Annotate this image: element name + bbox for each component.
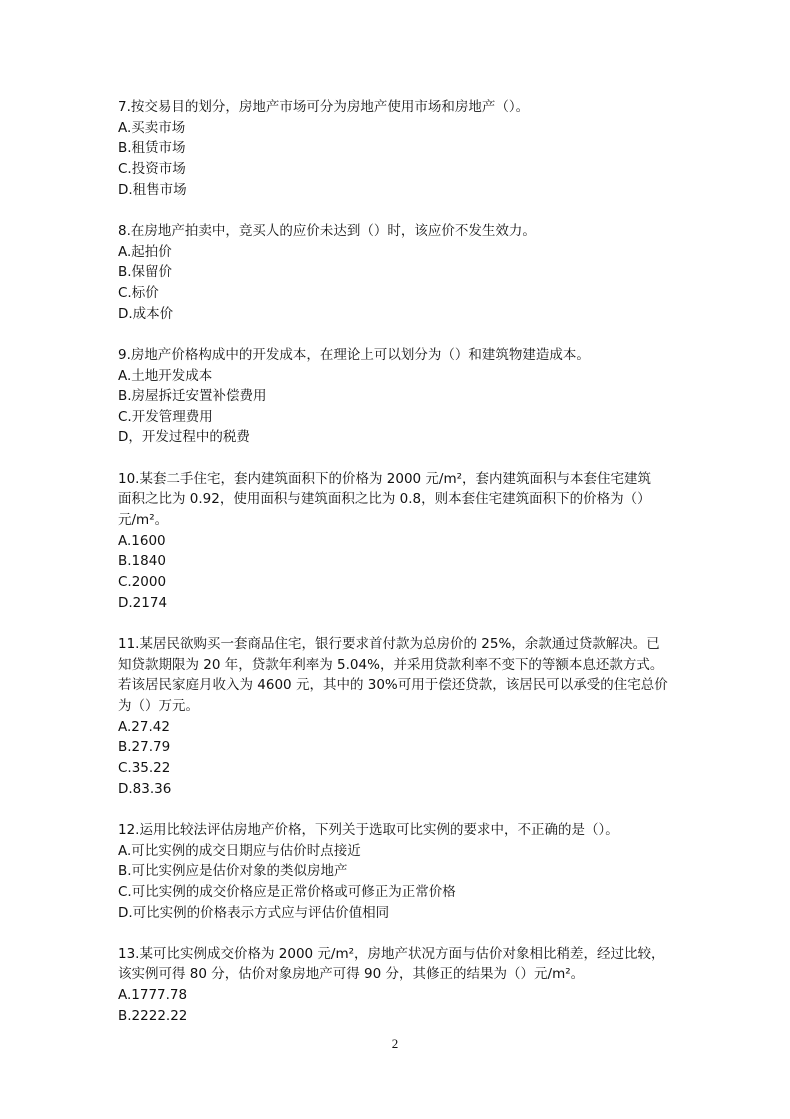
answer-option: A.买卖市场 [118, 119, 186, 136]
answer-option: B.可比实例应是估价对象的类似房地产 [118, 863, 348, 880]
question-stem-line: 知贷款期限为 20 年，贷款年利率为 5.04%，并采用贷款利率不变下的等额本息还款方式。 [118, 656, 664, 673]
answer-option: A.1777.78 [118, 987, 188, 1004]
question-12 [118, 820, 698, 923]
answer-option: B.房屋拆迁安置补偿费用 [118, 388, 267, 405]
question-stem-line: 8.在房地产拍卖中，竞买人的应价未达到（）时，该应价不发生效力。 [118, 222, 536, 239]
answer-option: C.开发管理费用 [118, 408, 213, 425]
question-stem-line: 为（）万元。 [118, 697, 199, 714]
question-stem-line: 面积之比为 0.92，使用面积与建筑面积之比为 0.8，则本套住宅建筑面积下的价格为（） [118, 491, 651, 508]
answer-option: B.租赁市场 [118, 140, 186, 157]
question-stem-line: 若该居民家庭月收入为 4600 元，其中的 30%可用于偿还贷款，该居民可以承受的住宅总价 [118, 677, 668, 694]
answer-option: D.2174 [118, 594, 168, 611]
answer-option: B.保留价 [118, 264, 173, 281]
page-number: 2 [391, 1036, 399, 1051]
answer-option: C.35.22 [118, 759, 171, 776]
question-stem-line: 9.房地产价格构成中的开发成本，在理论上可以划分为（）和建筑物建造成本。 [118, 346, 590, 363]
answer-option: C.可比实例的成交价格应是正常价格或可修正为正常价格 [118, 883, 456, 900]
question-10 [118, 469, 698, 614]
question-stem-line: 该实例可得 80 分，估价对象房地产可得 90 分，其修正的结果为（）元/m²。 [118, 966, 585, 983]
answer-option: B.1840 [118, 553, 166, 570]
question-9 [118, 345, 698, 448]
answer-option: D.租售市场 [118, 181, 187, 198]
document-body [118, 97, 698, 1047]
answer-option: D，开发过程中的税费 [118, 429, 250, 446]
answer-option: A.土地开发成本 [118, 367, 213, 384]
answer-option: C.2000 [118, 574, 167, 591]
answer-option: D.83.36 [118, 780, 172, 797]
answer-option: C.投资市场 [118, 160, 186, 177]
question-stem-line: 7.按交易目的划分，房地产市场可分为房地产使用市场和房地产（）。 [118, 99, 530, 115]
question-stem-line: 元/m²。 [118, 512, 169, 529]
answer-option: C.标价 [118, 284, 159, 301]
question-stem-line: 12.运用比较法评估房地产价格，下列关于选取可比实例的要求中，不正确的是（）。 [118, 821, 619, 838]
answer-option: D.可比实例的价格表示方式应与评估价值相同 [118, 904, 390, 921]
answer-option: A.可比实例的成交日期应与估价时点接近 [118, 842, 361, 859]
question-8 [118, 221, 698, 324]
question-7 [118, 97, 698, 200]
question-13 [118, 944, 698, 1027]
answer-option: B.2222.22 [118, 1007, 188, 1024]
question-11 [118, 634, 698, 799]
answer-option: D.成本价 [118, 305, 174, 322]
question-stem-line: 11.某居民欲购买一套商品住宅，银行要求首付款为总房价的 25%，余款通过贷款解决。已 [118, 636, 660, 652]
question-stem-line: 13.某可比实例成交价格为 2000 元/m²，房地产状况方面与估价对象相比稍差，经过比较， [118, 945, 665, 962]
answer-option: B.27.79 [118, 739, 171, 756]
answer-option: A.1600 [118, 532, 166, 549]
question-stem-line: 10.某套二手住宅，套内建筑面积下的价格为 2000 元/m²，套内建筑面积与本套住宅建筑 [118, 470, 652, 487]
answer-option: A.起拍价 [118, 243, 172, 260]
answer-option: A.27.42 [118, 718, 170, 735]
